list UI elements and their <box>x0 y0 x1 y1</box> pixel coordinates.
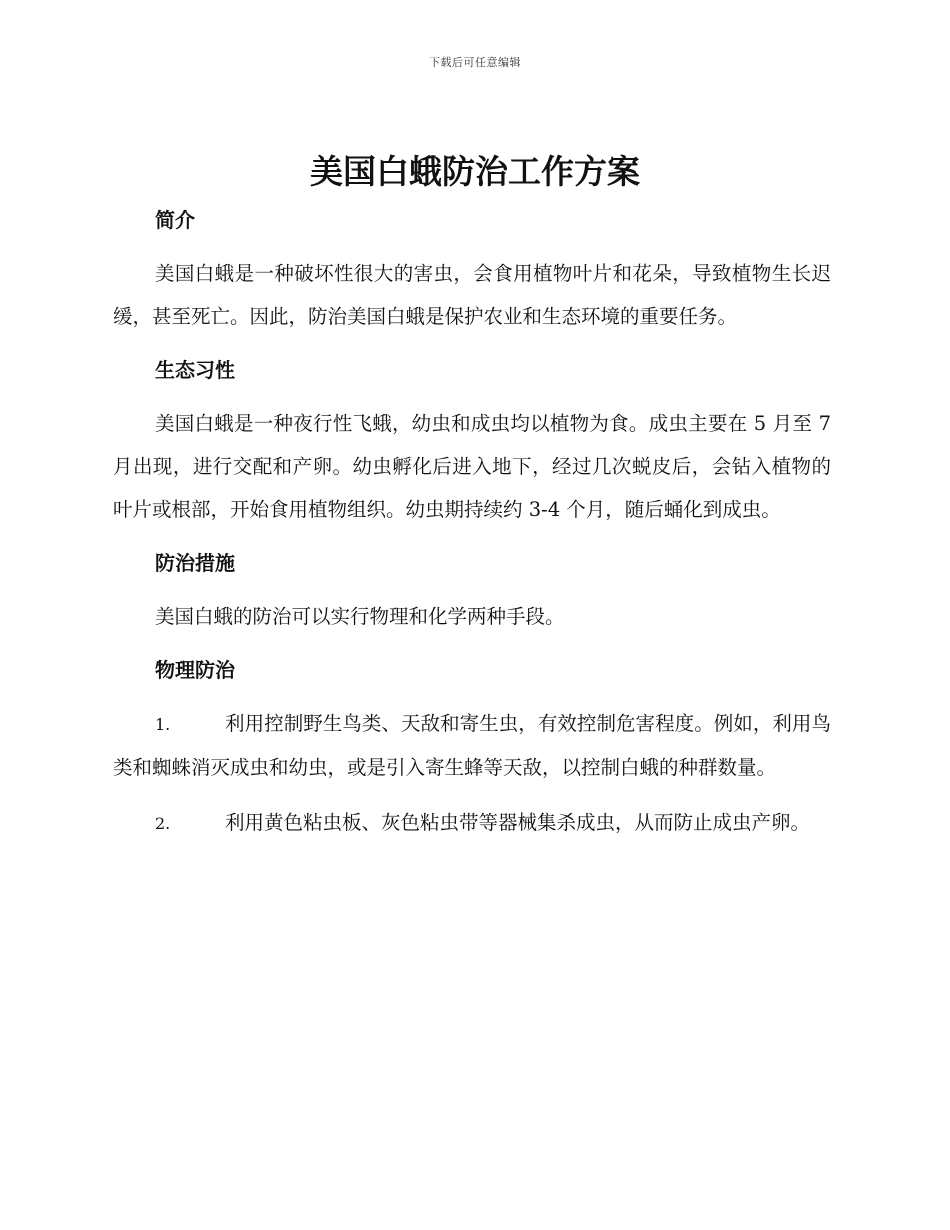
section-text-measures: 美国白蛾的防治可以实行物理和化学两种手段。 <box>155 605 565 628</box>
list-item-text: 利用黄色粘虫板、灰色粘虫带等器械集杀成虫，从而防止成虫产卵。 <box>225 811 811 834</box>
section-text-habits: 美国白蛾是一种夜行性飞蛾，幼虫和成虫均以植物为食。成虫主要在 5 月至 7 月出现，进行交配和产卵。幼虫孵化后进入地下，经过几次蜕皮后，会钻入植物的叶片或根部，开始食用植物组织。幼虫期持续约 3-4 个月，随后蛹化到成虫。 <box>113 412 831 521</box>
page-header-note: 下载后可任意编辑 <box>429 56 521 69</box>
list-item-number: 2. <box>155 814 171 833</box>
section-heading-habits: 生态习性 <box>155 358 235 382</box>
document-title: 美国白蛾防治工作方案 <box>310 152 640 191</box>
section-heading-physical: 物理防治 <box>155 658 235 682</box>
list-item-text: 利用控制野生鸟类、天敌和寄生虫，有效控制危害程度。例如，利用鸟类和蜘蛛消灭成虫和幼虫，或是引入寄生蜂等天敌，以控制白蛾的种群数量。 <box>113 712 831 779</box>
section-heading-measures: 防治措施 <box>155 551 235 575</box>
section-text-intro: 美国白蛾是一种破坏性很大的害虫，会食用植物叶片和花朵，导致植物生长迟缓，甚至死亡。因此，防治美国白蛾是保护农业和生态环境的重要任务。 <box>113 262 831 328</box>
document-body <box>113 200 831 845</box>
list-item <box>113 702 831 789</box>
list-item <box>113 801 831 845</box>
list-item-number: 1. <box>155 715 171 734</box>
section-heading-intro: 简介 <box>155 208 195 232</box>
